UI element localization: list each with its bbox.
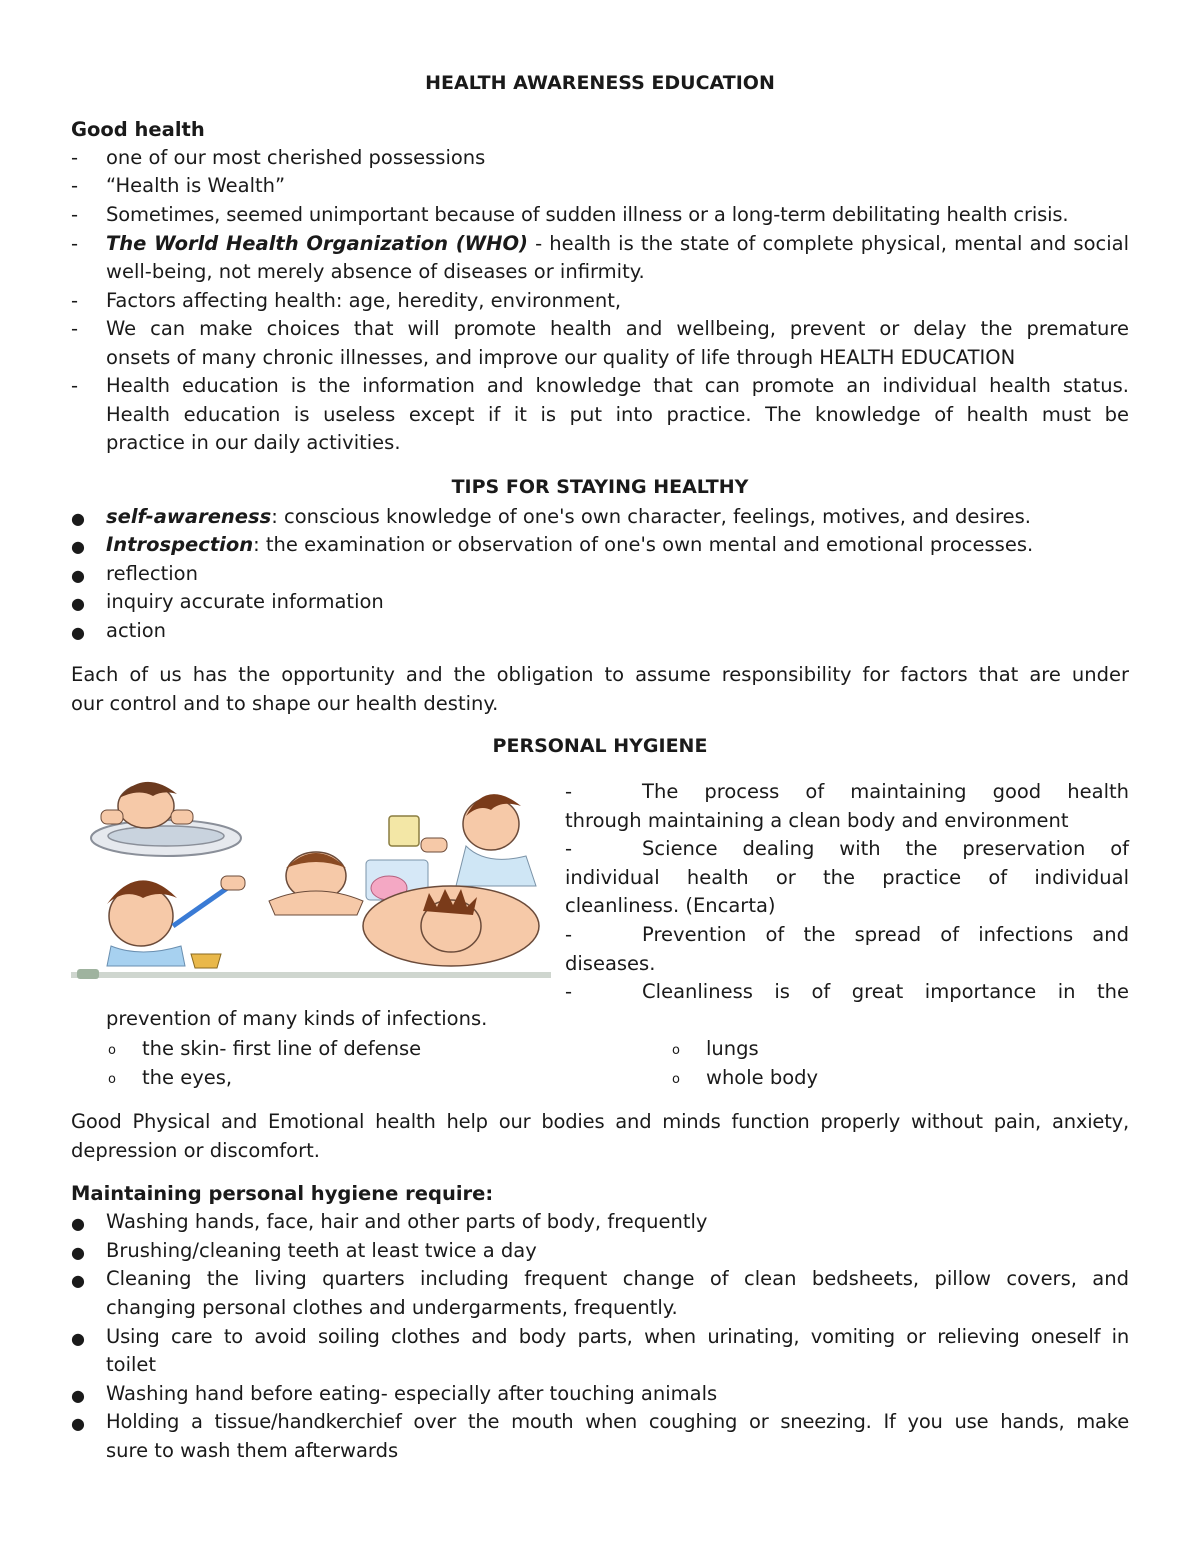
responsibility-paragraph: Each of us has the opportunity and the obligation to assume responsibility for factors that are under our control and to shape our health destiny. bbox=[71, 663, 1129, 715]
list-item: o the skin- first line of defense bbox=[108, 1037, 422, 1060]
hygiene-continuation: prevention of many kinds of infections. bbox=[106, 1007, 488, 1030]
list-item: o whole body bbox=[672, 1066, 819, 1089]
who-term: The World Health Organization (WHO) bbox=[106, 232, 528, 255]
document-title: HEALTH AWARENESS EDUCATION bbox=[425, 72, 775, 94]
washing-hair-figure bbox=[363, 886, 539, 966]
document-page: HEALTH AWARENESS EDUCATION Good health - one of our most cherished possessions - “Health is Wealth” - Sometimes, seemed unimportant because of sudden illness or a long-term debilitating health crisis. - The World Health Organization (WHO) - health is the state of complete physical, mental and social well-being, not merely absence of diseases or infirmity. - Factors affecting health: age, heredity, environment, - We can make choices that will promote health and wellbeing, prevent or delay the premature onsets of many chronic illnesses, and improve our quality of life through HEALTH EDUCATION - Health education is the information and knowledge that can promote an individual health status. Health education is useless except if it is put into practice. The knowledge of health must be practice in our daily activities. TIPS FOR STAYING HEALTHY ● self-awareness: conscious knowledge of one's own character, feelings, motives, and desires. ● Introspection: the examination or observation of one's own mental and emotional processes. ● reflection ● inquiry accurate information ● action Each of us has the opportunity and the obligation to assume responsibility for factors that are under our control and to shape our health destiny. PERSONAL HYGIENE - The process of maintaining good health through maintaining a clean body and environment - Science dealing with the preservation of individual health or the practice of individual cleanliness. (Encarta) - Prevention of the spread of infections and diseases. - Cleanliness is of great importance in the prevention of many kinds of infections. o the skin- first line of defense o the eyes, o lungs o whole body Good Physical and Emotional health help our bodies and minds function properly without pain, anxiety, depression or discomfort. Maintaining personal hygiene require: ● Washing hands, face, hair and other parts of body, frequently ● Brushing/cleaning teeth at least twice a day ● Cleaning the living quarters including frequent change of clean bedsheets, pillow covers, and changing personal clothes and undergarments, frequently. ● Using care to avoid soiling clothes and body parts, when urinating, vomiting or relieving oneself in toilet ● Washing hand before eating- especially after touching animals ● Holding a tissue/handkerchief over the mouth when coughing or sneezing. If you use hands, make sure to wash them afterwards bbox=[0, 0, 1200, 1553]
tips-heading: TIPS FOR STAYING HEALTHY bbox=[451, 476, 749, 498]
hygiene-illustration bbox=[71, 776, 551, 982]
washing-face-figure bbox=[91, 782, 241, 856]
hygiene-heading: PERSONAL HYGIENE bbox=[492, 735, 708, 757]
physical-emotional-paragraph: Good Physical and Emotional health help our bodies and minds function properly without pain, anxiety, depression or discomfort. bbox=[71, 1110, 1129, 1162]
list-item: o the eyes, bbox=[108, 1066, 233, 1089]
good-health-heading: Good health bbox=[71, 118, 205, 141]
maintaining-heading: Maintaining personal hygiene require: bbox=[71, 1182, 494, 1205]
brushing-teeth-figure bbox=[107, 876, 245, 968]
hygiene-definitions: - The process of maintaining good health through maintaining a clean body and environment - Science dealing with the preservation of individual health or the practice of individual cleanliness. (Encarta) - Prevention of the spread of infections and diseases. - Cleanliness is of great importance in the bbox=[565, 780, 1129, 1004]
list-item: o lungs bbox=[672, 1037, 759, 1060]
